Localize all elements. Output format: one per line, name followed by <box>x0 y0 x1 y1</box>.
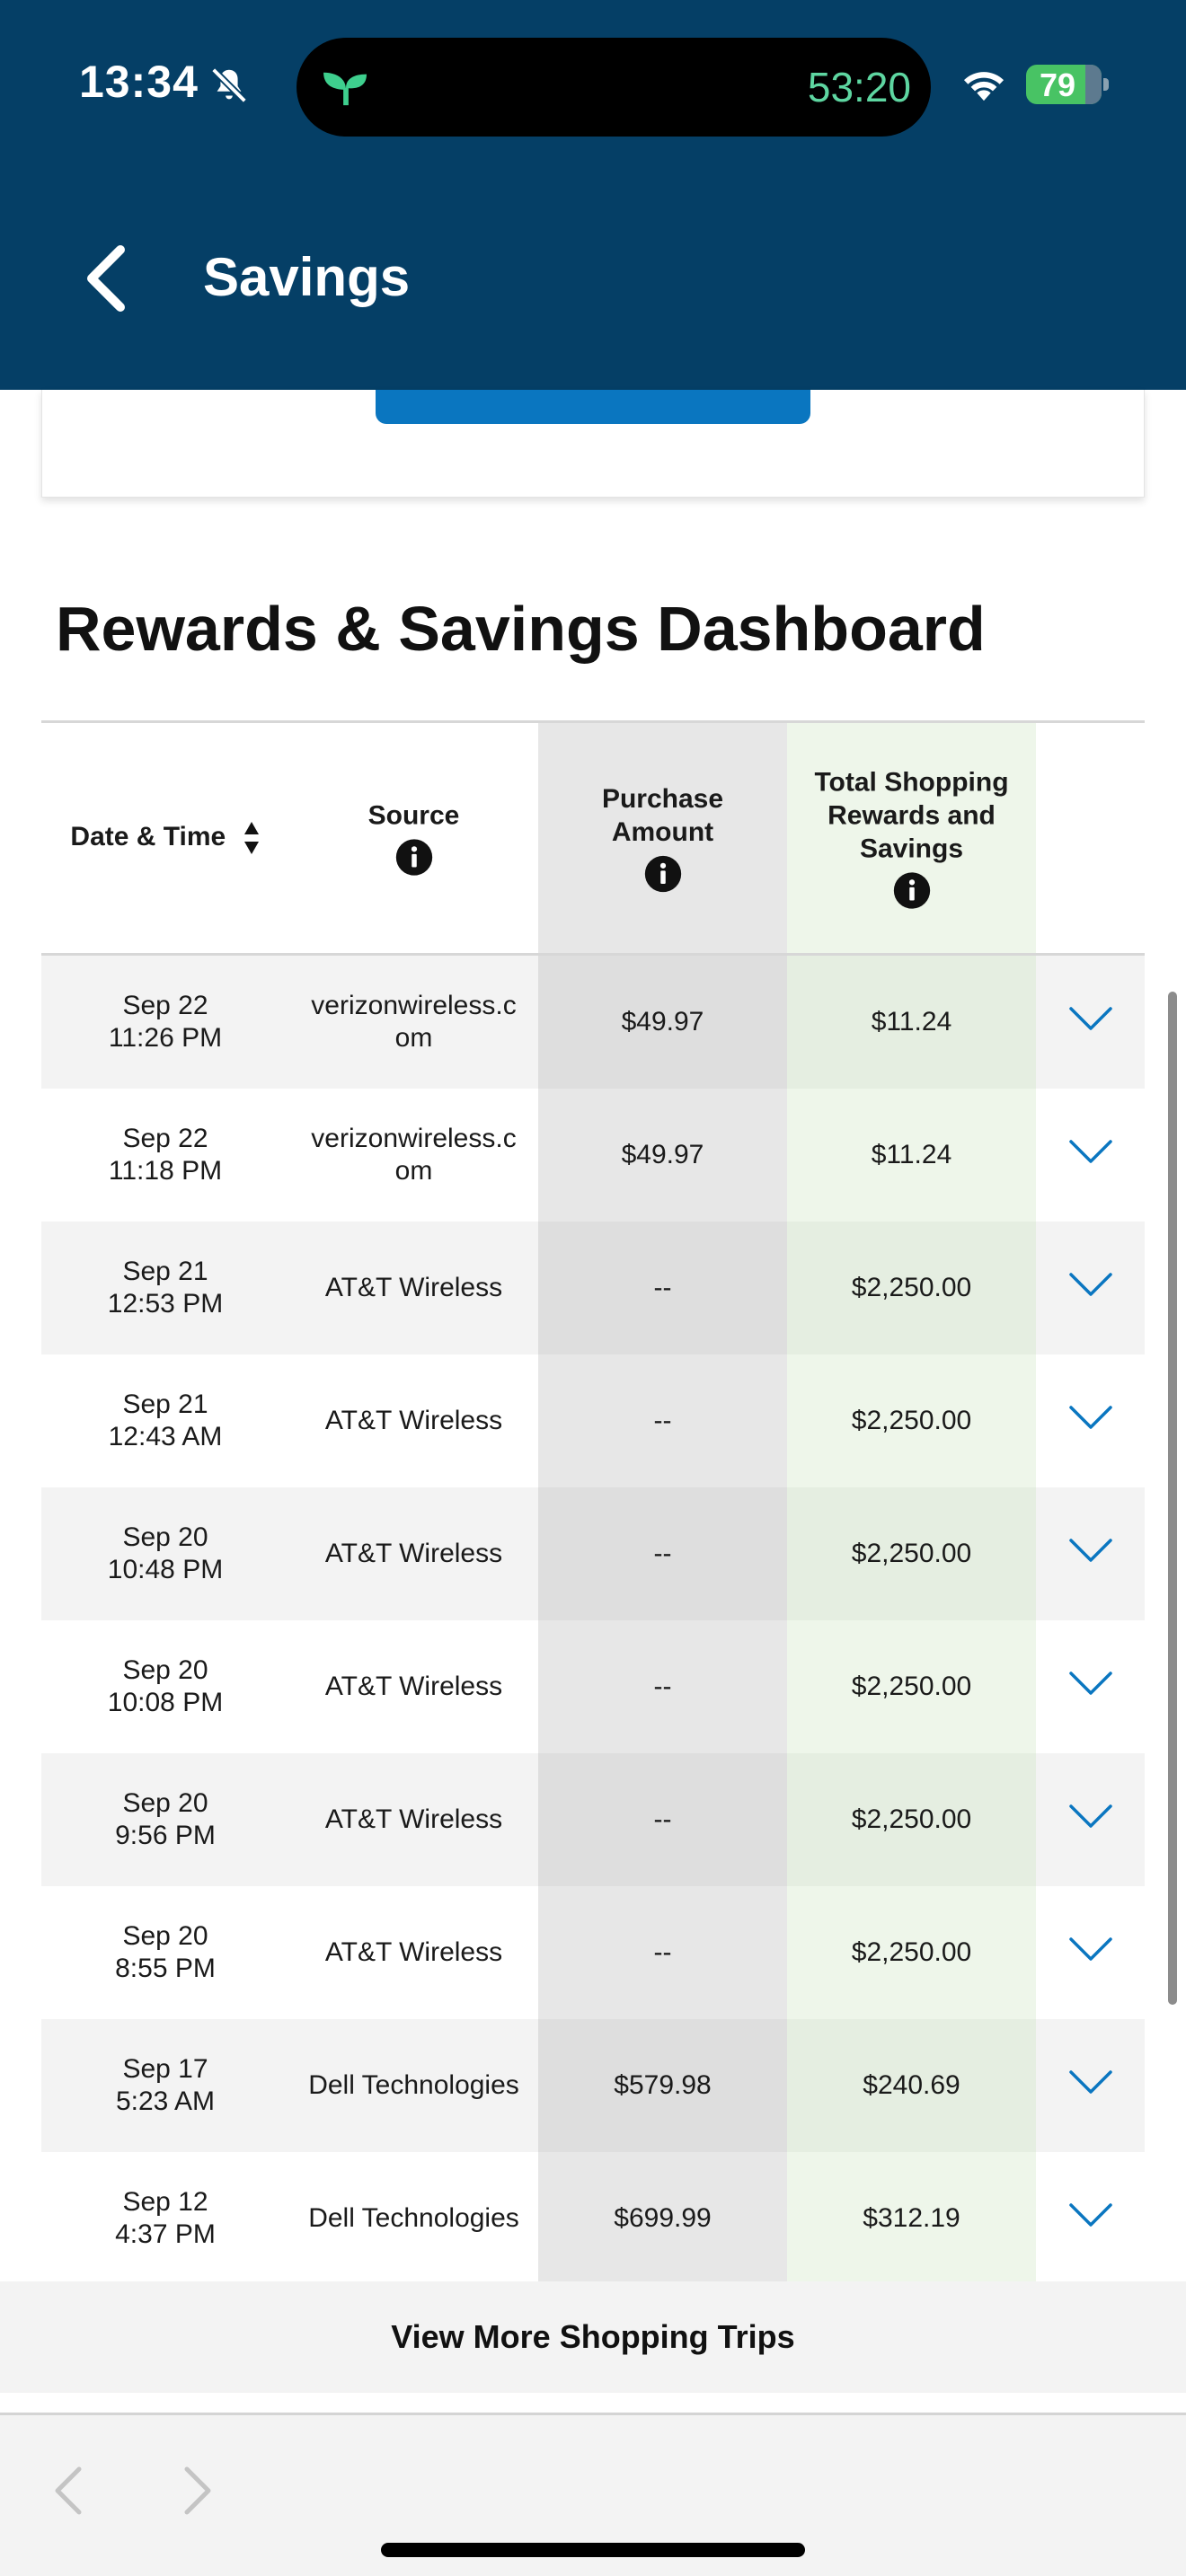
row-purchase: -- <box>653 1804 672 1834</box>
app-header <box>0 0 1186 390</box>
row-date: Sep 20 <box>122 1655 208 1685</box>
browser-back-icon[interactable] <box>52 2466 83 2516</box>
row-time: 12:43 AM <box>108 1422 223 1451</box>
cell-date <box>41 1620 289 1753</box>
cell-purchase <box>538 956 787 1089</box>
row-date: Sep 17 <box>122 2054 208 2084</box>
row-date: Sep 22 <box>122 991 208 1020</box>
row-total: $312.19 <box>863 2203 960 2233</box>
info-icon[interactable] <box>892 871 932 911</box>
row-date: Sep 12 <box>122 2187 208 2217</box>
cell-date <box>41 1487 289 1620</box>
header-purchase <box>538 723 787 953</box>
cell-source <box>289 1620 538 1753</box>
dynamic-island <box>296 38 931 137</box>
row-purchase: -- <box>653 1273 672 1302</box>
cell-total <box>787 1222 1036 1354</box>
row-purchase: $699.99 <box>614 2203 712 2233</box>
row-source: AT&T Wireless <box>324 1539 503 1568</box>
row-source: verizonwireless.com <box>311 991 517 1053</box>
row-purchase: -- <box>653 1406 672 1435</box>
cell-purchase <box>538 1753 787 1886</box>
battery-cap <box>1103 78 1109 91</box>
cell-date <box>41 956 289 1089</box>
row-date: Sep 20 <box>122 1522 208 1552</box>
info-icon[interactable] <box>394 838 434 878</box>
cell-date <box>41 1222 289 1354</box>
chevron-down-icon[interactable] <box>1068 2068 1113 2098</box>
dashboard-title: Rewards & Savings Dashboard <box>56 594 986 664</box>
cell-source <box>289 956 538 1089</box>
browser-forward-icon[interactable] <box>183 2466 214 2516</box>
bell-slash-icon <box>208 65 250 106</box>
chevron-down-icon[interactable] <box>1068 1802 1113 1832</box>
cell-total <box>787 1354 1036 1487</box>
cell-purchase <box>538 1354 787 1487</box>
cell-total <box>787 1089 1036 1222</box>
row-total: $240.69 <box>863 2070 960 2100</box>
cell-source <box>289 1222 538 1354</box>
header-date[interactable] <box>41 723 289 953</box>
row-purchase: -- <box>653 1539 672 1568</box>
row-total: $11.24 <box>871 1140 952 1169</box>
browser-toolbar <box>0 2413 1186 2576</box>
cell-total <box>787 1487 1036 1620</box>
cell-expand <box>1036 1886 1145 2019</box>
chevron-down-icon[interactable] <box>1068 1669 1113 1699</box>
previous-card-button[interactable] <box>376 390 810 424</box>
chevron-down-icon[interactable] <box>1068 1536 1113 1566</box>
cell-purchase <box>538 1089 787 1222</box>
row-date: Sep 20 <box>122 1788 208 1818</box>
cell-total <box>787 1620 1036 1753</box>
cell-purchase <box>538 2019 787 2152</box>
scrollbar[interactable] <box>1168 992 1177 2005</box>
cell-date <box>41 1089 289 1222</box>
page-title: Savings <box>203 247 411 307</box>
cell-total <box>787 1886 1036 2019</box>
row-source: AT&T Wireless <box>324 1937 503 1967</box>
chevron-down-icon[interactable] <box>1068 1270 1113 1301</box>
row-purchase: -- <box>653 1672 672 1701</box>
cell-source <box>289 1886 538 2019</box>
cell-expand <box>1036 1487 1145 1620</box>
cell-expand <box>1036 1354 1145 1487</box>
info-icon[interactable] <box>643 854 683 894</box>
row-source: AT&T Wireless <box>324 1804 503 1834</box>
cell-date <box>41 2019 289 2152</box>
cell-purchase <box>538 1222 787 1354</box>
table-row[interactable] <box>41 1487 1145 1620</box>
header-source-label: Source <box>367 800 460 831</box>
cell-expand <box>1036 956 1145 1089</box>
row-date: Sep 22 <box>122 1124 208 1153</box>
cell-purchase <box>538 1487 787 1620</box>
row-source: AT&T Wireless <box>324 1273 503 1302</box>
cell-expand <box>1036 1089 1145 1222</box>
table-row[interactable] <box>41 1620 1145 1753</box>
row-time: 12:53 PM <box>107 1289 224 1319</box>
row-date: Sep 21 <box>122 1389 208 1419</box>
cell-expand <box>1036 1222 1145 1354</box>
row-date: Sep 21 <box>122 1257 208 1286</box>
row-total: $2,250.00 <box>851 1804 972 1834</box>
chevron-left-icon[interactable] <box>83 244 128 313</box>
row-purchase: -- <box>653 1937 672 1967</box>
cell-date <box>41 1354 289 1487</box>
cell-total <box>787 2152 1036 2285</box>
cell-expand <box>1036 1753 1145 1886</box>
status-time: 13:34 <box>79 57 199 107</box>
row-time: 11:18 PM <box>108 1156 223 1186</box>
row-time: 9:56 PM <box>115 1821 216 1850</box>
row-time: 10:08 PM <box>107 1688 224 1717</box>
live-activity-timer: 53:20 <box>807 64 911 110</box>
row-time: 5:23 AM <box>115 2086 216 2116</box>
row-purchase: $49.97 <box>621 1007 704 1037</box>
row-purchase: $579.98 <box>614 2070 712 2100</box>
cell-source <box>289 2019 538 2152</box>
cell-source <box>289 1354 538 1487</box>
cell-date <box>41 1886 289 2019</box>
table-header <box>41 720 1145 956</box>
table-row[interactable] <box>41 1354 1145 1487</box>
row-total: $2,250.00 <box>851 1539 972 1568</box>
cell-purchase <box>538 2152 787 2285</box>
cell-total <box>787 1753 1036 1886</box>
table-row[interactable] <box>41 1222 1145 1354</box>
wifi-icon <box>958 63 1010 104</box>
table-row[interactable] <box>41 1886 1145 2019</box>
header-purchase-label: Purchase Amount <box>601 784 724 847</box>
table-body <box>41 956 1145 2285</box>
header-expand <box>1036 723 1145 953</box>
chevron-down-icon[interactable] <box>1068 1137 1113 1168</box>
cell-purchase <box>538 1620 787 1753</box>
row-date: Sep 20 <box>122 1921 208 1951</box>
battery-body <box>1026 65 1102 104</box>
home-indicator[interactable] <box>381 2543 805 2557</box>
header-date-label: Date & Time <box>70 821 226 851</box>
row-time: 4:37 PM <box>115 2219 216 2249</box>
cell-expand <box>1036 2019 1145 2152</box>
row-total: $2,250.00 <box>851 1937 972 1967</box>
cell-total <box>787 956 1036 1089</box>
row-total: $2,250.00 <box>851 1273 972 1302</box>
battery-level: 79 <box>1039 66 1076 103</box>
row-total: $2,250.00 <box>851 1406 972 1435</box>
cell-source <box>289 1753 538 1886</box>
header-total <box>787 723 1036 953</box>
chevron-down-icon[interactable] <box>1068 2201 1113 2231</box>
row-source: AT&T Wireless <box>324 1406 503 1435</box>
rewards-table <box>41 720 1145 2285</box>
cell-date <box>41 2152 289 2285</box>
row-source: verizonwireless.com <box>311 1124 517 1186</box>
row-time: 10:48 PM <box>107 1555 224 1584</box>
cell-source <box>289 1487 538 1620</box>
cell-date <box>41 1753 289 1886</box>
cell-source <box>289 1089 538 1222</box>
row-source: Dell Technologies <box>308 2070 519 2100</box>
header-total-label: Total Shopping Rewards and Savings <box>814 767 1009 864</box>
table-row[interactable] <box>41 2152 1145 2285</box>
row-source: Dell Technologies <box>308 2203 519 2233</box>
row-source: AT&T Wireless <box>324 1672 503 1701</box>
row-time: 11:26 PM <box>108 1023 223 1053</box>
chevron-down-icon[interactable] <box>1068 1935 1113 1965</box>
row-time: 8:55 PM <box>115 1954 216 1983</box>
view-more-button[interactable]: View More Shopping Trips <box>0 2281 1186 2393</box>
cell-total <box>787 2019 1036 2152</box>
table-row[interactable] <box>41 956 1145 1089</box>
table-row[interactable] <box>41 1089 1145 1222</box>
table-row[interactable] <box>41 2019 1145 2152</box>
sort-icon[interactable] <box>243 820 261 856</box>
header-source <box>289 723 538 953</box>
leaf-icon <box>320 67 372 109</box>
row-total: $2,250.00 <box>851 1672 972 1701</box>
row-purchase: $49.97 <box>621 1140 704 1169</box>
chevron-down-icon[interactable] <box>1068 1403 1113 1434</box>
table-row[interactable] <box>41 1753 1145 1886</box>
battery-charging-icon <box>1026 65 1109 104</box>
cell-expand <box>1036 2152 1145 2285</box>
cell-source <box>289 2152 538 2285</box>
row-total: $11.24 <box>871 1007 952 1037</box>
chevron-down-icon[interactable] <box>1068 1004 1113 1035</box>
cell-expand <box>1036 1620 1145 1753</box>
cell-purchase <box>538 1886 787 2019</box>
